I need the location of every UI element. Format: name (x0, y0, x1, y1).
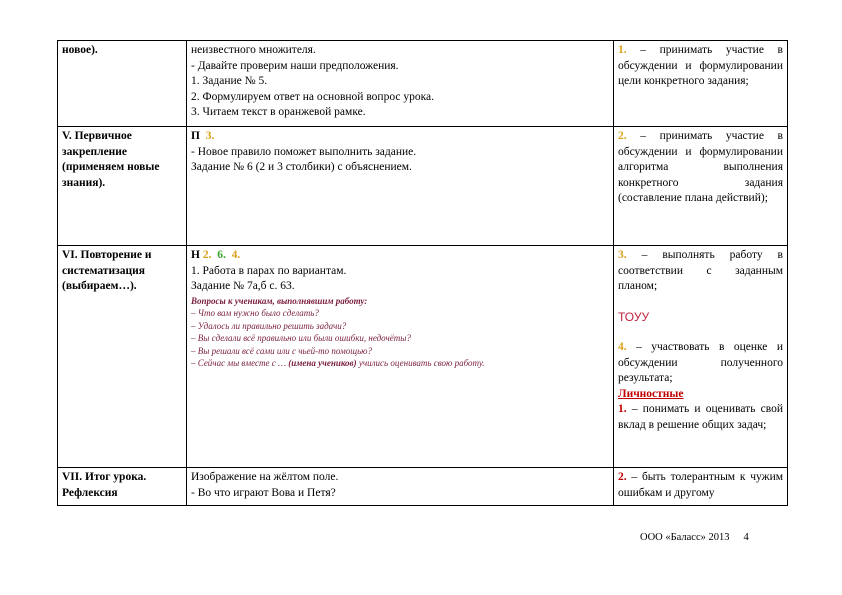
footer-company: ООО «Баласс» 2013 (640, 532, 730, 543)
question-item: – Вы сделали всё правильно или были ошибки, недочёты? (191, 333, 411, 343)
uud-text: – участвовать в оценке и обсуждении полученного результата; (618, 341, 783, 384)
content-head (191, 248, 609, 264)
uud-type-letter: Н (191, 249, 200, 261)
uud-cell (614, 468, 788, 506)
content-cell (187, 468, 614, 506)
uud-text: – понимать и оценивать свой вклад в решение общих задач; (618, 403, 783, 431)
student-names-placeholder: (имена учеников) (288, 358, 357, 368)
content-line: Задание № 7а,б с. 63. (191, 280, 295, 292)
question-item (191, 357, 609, 370)
uud-number: 6. (217, 249, 226, 261)
uud-text: – принимать участие в обсуждении и формулировании цели конкретного задания; (618, 44, 783, 87)
stage-title: новое). (62, 44, 98, 56)
stage-title: V. Первичное закрепление (применяем новые знания). (62, 130, 160, 189)
uud-cell (614, 127, 788, 246)
stage-title: VII. Итог урока. Рефлексия (62, 471, 147, 499)
table-row (58, 41, 788, 127)
personal-uud-heading: Личностные (618, 387, 684, 400)
question-item: – Вы решали всё сами или с чьей-то помощью? (191, 345, 373, 356)
question-item: – Что вам нужно было сделать? (191, 308, 319, 318)
uud-text: – принимать участие в обсуждении и формулировании алгоритма выполнения конкретного задания (составление плана действий); (618, 130, 783, 204)
stage-cell (58, 41, 187, 127)
content-line: 1. Задание № 5. (191, 75, 268, 87)
uud-text: – выполнять работу в соответствии с заданным планом; (618, 249, 783, 292)
content-line: Изображение на жёлтом поле. (191, 471, 339, 483)
content-line: Задание № 6 (2 и 3 столбики) с объяснением. (191, 161, 412, 173)
uud-cell (614, 246, 788, 468)
table-row (58, 127, 788, 246)
content-line: - Давайте проверим наши предположения. (191, 59, 399, 72)
stage-cell (58, 246, 187, 468)
questions-title: Вопросы к ученикам, выполнявшим работу: (191, 295, 368, 306)
content-line: неизвестного множителя. (191, 44, 316, 56)
uud-cell (614, 41, 788, 127)
uud-number: 3. (205, 130, 215, 142)
page-footer (640, 532, 749, 543)
content-line: 2. Формулируем ответ на основной вопрос урока. (191, 90, 434, 103)
content-line: - Во что играют Вова и Петя? (191, 486, 336, 499)
uud-number: 1. (618, 44, 627, 56)
page-number: 4 (743, 532, 749, 543)
question-text: учились оценивать свою работу. (356, 358, 485, 368)
stage-cell (58, 468, 187, 506)
content-cell (187, 41, 614, 127)
uud-number: 1. (618, 403, 627, 415)
content-line: 1. Работа в парах по вариантам. (191, 264, 347, 277)
lesson-table (57, 40, 788, 506)
content-cell (187, 127, 614, 246)
uud-number: 2. (202, 249, 212, 261)
content-line: 3. Читаем текст в оранжевой рамке. (191, 106, 366, 118)
stage-title: VI. Повторение и систематизация (выбираем…). (62, 249, 152, 292)
table-row (58, 246, 788, 468)
content-line: - Новое правило поможет выполнить задание. (191, 145, 417, 158)
question-text: – Сейчас мы вместе с … (191, 358, 289, 368)
content-head (191, 129, 609, 145)
uud-number: 4. (618, 341, 627, 353)
question-item: – Удалось ли правильно решить задачи? (191, 320, 347, 331)
uud-number: 3. (618, 249, 627, 261)
uud-number: 2. (618, 130, 627, 142)
uud-number: 4. (231, 249, 241, 261)
table-row (58, 468, 788, 506)
content-cell (187, 246, 614, 468)
uud-type-letter: П (191, 130, 200, 142)
toyu-label: ТОУУ (618, 309, 650, 324)
uud-text: – быть толерантным к чужим ошибкам и другому (618, 471, 783, 499)
uud-number: 2. (618, 471, 627, 483)
stage-cell (58, 127, 187, 246)
